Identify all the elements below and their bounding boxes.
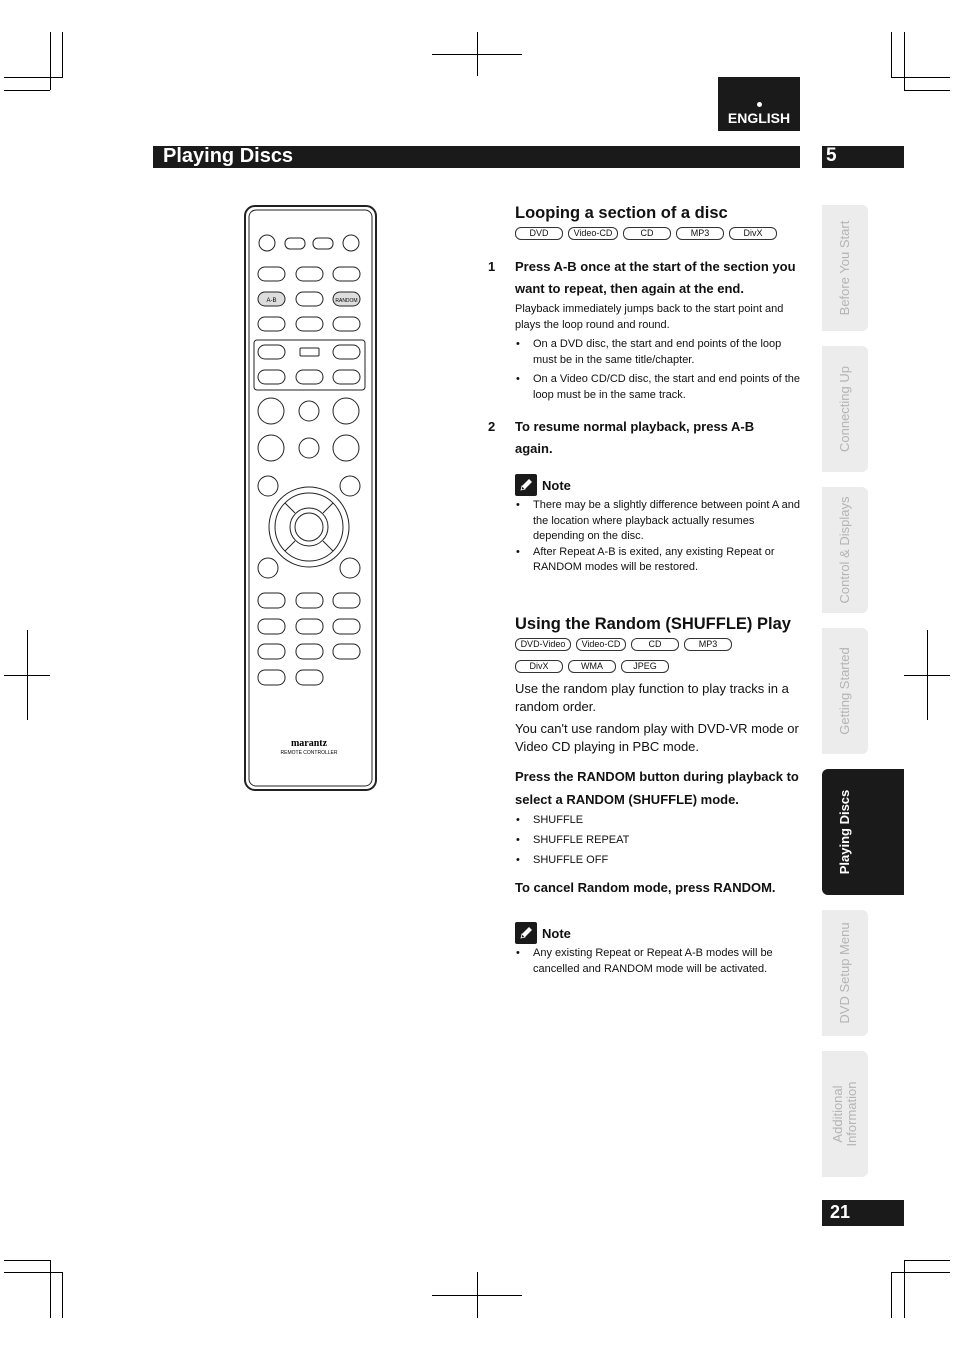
random-cancel: To cancel Random mode, press RANDOM. — [515, 879, 776, 895]
disc-badge: DVD — [515, 227, 563, 240]
note-label: Note — [542, 925, 571, 941]
side-tab-label: Getting Started — [837, 647, 852, 735]
disc-badge: DivX — [515, 660, 563, 673]
side-tab-label: Connecting Up — [837, 366, 852, 452]
looping-disc-badges — [515, 227, 803, 240]
disc-badge: DVD-Video — [515, 638, 571, 651]
pencil-icon — [515, 474, 537, 496]
side-tab-control-displays[interactable] — [822, 487, 868, 613]
list-item: • SHUFFLE OFF — [515, 853, 803, 869]
disc-badge: CD — [623, 227, 671, 240]
random-disc-badges-row2 — [515, 660, 803, 673]
remote-subtitle: REMOTE CONTROLLER — [280, 750, 338, 756]
side-tab-playing-discs[interactable] — [822, 769, 904, 895]
section-header — [153, 146, 800, 168]
step-body: Playback immediately jumps back to the start point and plays the loop round and round. — [515, 303, 784, 331]
side-tab-label: Before You Start — [837, 220, 852, 316]
looping-section — [515, 204, 803, 240]
note-heading — [515, 474, 803, 496]
chapter-number-box — [822, 146, 904, 168]
looping-step1 — [515, 256, 803, 403]
looping-title: Looping a section of a disc — [515, 204, 728, 222]
disc-badge: CD — [631, 638, 679, 651]
side-tab-getting-started[interactable] — [822, 628, 868, 754]
random-disc-badges — [515, 638, 775, 651]
random-section — [515, 615, 803, 899]
chapter-number: 5 — [826, 145, 837, 166]
step-number: 2 — [488, 419, 496, 434]
looping-note — [515, 474, 803, 576]
note-label: Note — [542, 477, 571, 493]
note-bullets — [515, 946, 803, 977]
disc-badge: MP3 — [676, 227, 724, 240]
remote-brand-logo: marantz — [290, 738, 328, 749]
disc-badge: Video-CD — [568, 227, 618, 240]
random-para-2: You can't use random play with DVD-VR mode or Video CD playing in PBC mode. — [515, 721, 799, 754]
side-tab-dvd-setup-menu[interactable] — [822, 910, 868, 1036]
remote-random-label: RANDOM — [335, 298, 358, 304]
note-bullets — [515, 498, 803, 576]
side-tab-additional-information[interactable] — [822, 1051, 868, 1177]
disc-badge: MP3 — [684, 638, 732, 651]
page-number-box — [822, 1200, 904, 1226]
random-para-1: Use the random play function to play tracks in a random order. — [515, 681, 789, 714]
list-item: • There may be a slightly difference between point A and the location where playback actually resumes depending on the disc. — [515, 498, 803, 545]
note-heading — [515, 922, 803, 944]
list-item: • On a Video CD/CD disc, the start and end points of the loop must be in the same track. — [515, 372, 803, 403]
remote-control-illustration — [244, 205, 378, 793]
language-label: ENGLISH — [727, 110, 791, 126]
looping-step2 — [515, 416, 803, 460]
list-item: • After Repeat A-B is exited, any existing Repeat or RANDOM modes will be restored. — [515, 545, 803, 576]
page-number: 21 — [830, 1202, 851, 1222]
side-tab-label: Playing Discs — [837, 789, 852, 875]
disc-badge: Video-CD — [576, 638, 626, 651]
random-modes — [515, 813, 803, 869]
pencil-icon — [515, 922, 537, 944]
step-number: 1 — [488, 259, 496, 274]
side-tab-label: Additional Information — [830, 1081, 859, 1147]
list-item: • On a DVD disc, the start and end points of the loop must be in the same title/chapter. — [515, 337, 803, 368]
remote-ab-label: A-B — [266, 298, 277, 304]
side-tab-before-you-start[interactable] — [822, 205, 868, 331]
step-text: Press A-B once at the start of the section you want to repeat, then again at the end. — [515, 259, 796, 296]
disc-badge: JPEG — [621, 660, 669, 673]
step-text: To resume normal playback, press A-B again. — [515, 419, 755, 456]
side-tab-label: DVD Setup Menu — [837, 922, 852, 1024]
section-title: Playing Discs — [163, 145, 294, 167]
disc-badge: WMA — [568, 660, 616, 673]
language-tab — [718, 77, 800, 131]
disc-badge: DivX — [729, 227, 777, 240]
random-instruction: Press the RANDOM button during playback to select a RANDOM (SHUFFLE) mode. — [515, 769, 799, 807]
side-tab-connecting-up[interactable] — [822, 346, 868, 472]
list-item: • SHUFFLE REPEAT — [515, 833, 803, 849]
side-tab-label: Control & Displays — [837, 496, 852, 604]
list-item: • SHUFFLE — [515, 813, 803, 829]
list-item: • Any existing Repeat or Repeat A-B modes will be cancelled and RANDOM mode will be activated. — [515, 946, 803, 977]
random-note — [515, 922, 803, 977]
looping-bullets — [515, 337, 803, 403]
random-title: Using the Random (SHUFFLE) Play — [515, 615, 791, 633]
